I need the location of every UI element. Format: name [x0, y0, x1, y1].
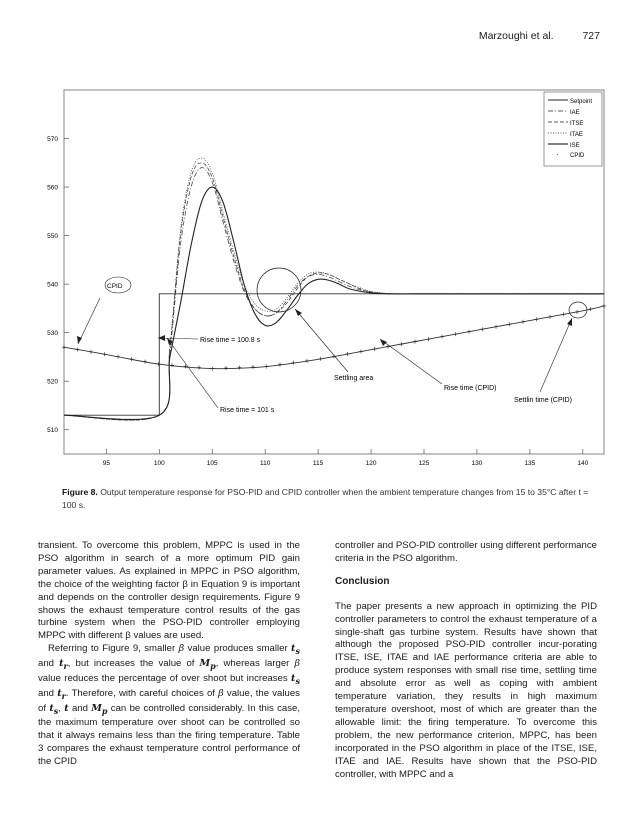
cpid-marker: [373, 347, 377, 351]
settling-area-arrow: [295, 309, 348, 372]
math-mp: [200, 658, 216, 669]
settling-time-cpid-circle: [569, 302, 587, 318]
annotations: [77, 268, 587, 414]
cpid-marker: [62, 345, 66, 349]
cpid-marker: [548, 315, 552, 319]
legend-swatch-cpid: ·: [556, 150, 559, 159]
temperature-response-chart: [30, 84, 608, 484]
annotation-cpid: CPID: [107, 283, 123, 290]
annotation-rise-time-top: Rise time = 100.8 s: [200, 337, 261, 344]
math-sub-p: p: [101, 705, 108, 716]
x-tick-label: 110: [259, 460, 271, 467]
math-t: t: [57, 687, 62, 699]
annotation-settling-area: Settling area: [334, 375, 374, 382]
annotation-rise-time-bottom: Rise time = 101 s: [220, 407, 275, 414]
cpid-marker: [89, 350, 93, 354]
cpid-marker: [130, 357, 134, 361]
cpid-marker: [535, 317, 539, 321]
x-tick-label: 135: [524, 460, 536, 467]
y-tick-label: 530: [47, 330, 58, 338]
legend-label-itae: ITAE: [570, 132, 583, 138]
x-tick-label: 105: [206, 460, 218, 467]
y-tick-label: 550: [47, 233, 58, 241]
x-tick-label: 115: [312, 460, 324, 467]
math-sub-s: s: [295, 646, 300, 657]
cpid-marker: [292, 361, 296, 365]
math-t: t: [59, 658, 64, 670]
left-column: [38, 540, 300, 769]
cpid-marker: [589, 307, 593, 311]
legend-label-iae: IAE: [570, 110, 580, 116]
math-t: t: [64, 702, 69, 714]
cpid-marker: [211, 367, 215, 371]
y-tick-label: 560: [47, 184, 58, 192]
x-tick-label: 125: [418, 460, 430, 467]
math-sub-s: s: [53, 705, 59, 716]
math-t: t: [291, 643, 296, 655]
cpid-marker: [427, 337, 431, 341]
x-tick-label: 140: [577, 460, 589, 467]
cpid-marker: [103, 352, 107, 356]
math-tr: [59, 658, 68, 669]
text-run: . Therefore, with careful choices of: [65, 687, 219, 699]
math-t: t: [49, 702, 54, 714]
cpid-marker: [521, 320, 525, 324]
cpid-marker: [278, 363, 282, 367]
legend-label-setpoint: Setpoint: [570, 99, 593, 105]
conclusion-paragraph: The paper presents a new approach in optimizing the PID controller parameters to control the exhaust temperature of a single-shaft gas turbine system. Results have shown that although the proposed PSO-PID controller incur-porating ITSE, ISE, ITAE and IAE performance criteria are able to produce system responses with small rise time, settling time and absolute error as well as coping with ambient temperature variation, they results in high maximum temperature overshoot, most of which are greater than the allowable limit: the firing temperature. To overcome this problem, the new performance criterion, MPPC, has been incorporated in the PSO algorithm in place of the ITSE, ISE, ITAE and IAE. Results have shown that the PSO-PID controller, with MPPC and a: [335, 600, 597, 780]
cpid-marker: [413, 340, 417, 344]
cpid-marker: [602, 304, 606, 308]
y-tick-label: 510: [47, 427, 58, 435]
cpid-marker: [251, 365, 255, 369]
text-run: can be controlled considerably. In this case, the maximum temperature over shoot can be controlled so that it always remains less than the firing temperature. Table 3 compares the exhaust temperature control performance of the CPID: [38, 702, 300, 768]
y-tick-label: 570: [47, 136, 58, 144]
x-tick-label: 95: [102, 460, 110, 467]
math-tr: [57, 688, 66, 699]
cpid-marker: [508, 322, 512, 326]
text-run: value, the values of: [38, 687, 300, 714]
conclusion-heading: Conclusion: [335, 575, 390, 587]
y-tick-label: 520: [47, 378, 58, 386]
math-sub-s: s: [295, 675, 300, 686]
cpid-marker: [494, 325, 498, 329]
cpid-marker: [467, 330, 471, 334]
figure-label: Figure 8.: [62, 487, 98, 497]
x-tick-label: 120: [365, 460, 377, 467]
y-tick-label: 540: [47, 281, 58, 289]
left-paragraph-1: transient. To overcome this problem, MPPC is used in the PSO algorithm in search of a more optimum PID gain parameter values. As explained in MPPC in PSO algorithm, the choice of the weighting factor β in Equation 9 is important and depends on the controller design requirements. Figure 9 shows the exhaust temperature control results of the gas turbine system when the PSO-PID controller employing MPPC with different β values are used.: [38, 540, 300, 642]
right-column: [335, 540, 597, 781]
settling-time-cpid-arrow: [540, 318, 572, 392]
running-header: [453, 30, 600, 42]
settling-time-cpid-arrowhead: [567, 318, 572, 326]
math-ts: [291, 643, 300, 657]
cpid-marker: [224, 366, 228, 370]
math-beta: β: [218, 687, 224, 699]
left-paragraph-2: [38, 643, 300, 769]
legend-label-itse: ITSE: [570, 121, 584, 127]
text-run: value reduces the percentage of over shoot but increases: [38, 672, 292, 684]
math-sub-r: r: [63, 660, 68, 671]
annotation-settling-time-cpid: Settlin time (CPID): [514, 397, 572, 404]
text-run: ,: [58, 702, 65, 714]
series-cpid: [64, 306, 604, 369]
math-mp: [91, 703, 107, 714]
text-run: value produces smaller: [184, 643, 292, 655]
rise-time-bottom-arrow: [167, 338, 218, 408]
math-ts: [49, 703, 58, 714]
text-run: and: [68, 702, 92, 714]
cpid-marker: [400, 342, 404, 346]
cpid-marker: [481, 327, 485, 331]
math-m: M: [199, 658, 211, 670]
text-run: , but increases the value of: [67, 658, 200, 670]
legend: [544, 92, 602, 166]
figure-caption-text: Output temperature response for PSO-PID and CPID controller when the ambient temperature changes from 15 to 35°C after t = 100 s.: [62, 487, 589, 510]
math-t: t: [291, 672, 296, 684]
legend-label-ise: ISE: [570, 143, 580, 149]
text-run: , whereas larger: [215, 658, 295, 670]
settling-area-arrowhead: [295, 309, 302, 316]
cpid-marker: [197, 365, 201, 369]
x-axis: [103, 449, 589, 467]
x-tick-label: 130: [471, 460, 483, 467]
cpid-marker: [238, 366, 242, 370]
figure-8: [30, 84, 608, 484]
cpid-marker: [346, 352, 350, 356]
cpid-marker: [319, 357, 323, 361]
cpid-marker: [575, 310, 579, 314]
text-run: Referring to Figure 9, smaller: [48, 643, 179, 655]
text-run: and: [38, 658, 60, 670]
text-run: and: [38, 687, 58, 699]
math-m: M: [91, 702, 102, 714]
math-sub-p: p: [210, 660, 216, 671]
cpid-marker: [359, 349, 363, 353]
legend-label-cpid: CPID: [570, 153, 585, 159]
cpid-marker: [440, 335, 444, 339]
math-sub-r: r: [61, 690, 66, 701]
y-axis: [47, 136, 69, 434]
cpid-marker: [76, 348, 80, 352]
math-beta: β: [294, 658, 300, 670]
series-ise: [64, 187, 604, 419]
annotation-rise-time-cpid: Rise time (CPID): [444, 385, 497, 392]
rise-time-cpid-arrowhead: [380, 339, 387, 346]
math-ts: [291, 673, 300, 684]
right-paragraph-1: controller and PSO-PID controller using different performance criteria in the PSO algorithm.: [335, 540, 597, 564]
header-author: Marzoughi et al.: [478, 30, 554, 42]
cpid-marker: [454, 332, 458, 336]
cpid-marker: [170, 363, 174, 367]
cpid-marker: [562, 312, 566, 316]
rise-time-cpid-arrow: [380, 339, 442, 384]
header-page-number: 727: [582, 30, 600, 42]
cpid-marker: [116, 355, 120, 359]
settling-area-circle: [257, 268, 301, 312]
figure-caption: [62, 486, 602, 511]
cpid-marker: [143, 360, 147, 364]
math-beta: β: [178, 643, 185, 655]
cpid-marker: [305, 359, 309, 363]
cpid-marker: [265, 364, 269, 368]
cpid-arrow: [78, 298, 100, 344]
cpid-marker: [157, 362, 161, 366]
x-tick-label: 100: [153, 460, 165, 467]
